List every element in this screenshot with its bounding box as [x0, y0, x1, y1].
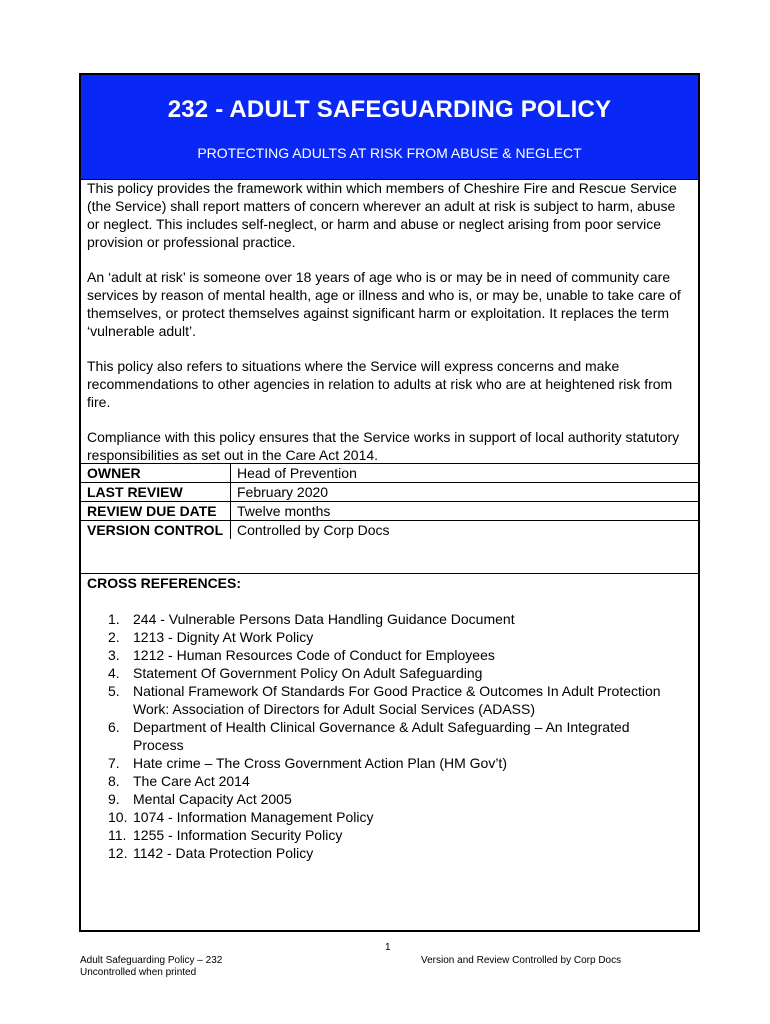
intro-paragraph: Compliance with this policy ensures that the Service works in support of local authority statutory responsibilities as set out in the Care Act 2014.: [87, 429, 680, 463]
table-row: [81, 483, 698, 502]
footer-document-name: Adult Safeguarding Policy – 232: [80, 955, 223, 966]
list-item: [81, 610, 698, 628]
cross-references-heading: CROSS REFERENCES:: [87, 575, 242, 591]
list-item-number: 12.: [108, 845, 128, 861]
page-subtitle: PROTECTING ADULTS AT RISK FROM ABUSE & NEGLECT: [197, 145, 582, 161]
version-control-label: VERSION CONTROL: [81, 521, 231, 540]
list-item-number: 9.: [108, 791, 120, 807]
page-title: 232 - ADULT SAFEGUARDING POLICY: [167, 96, 612, 123]
review-due-date-label: REVIEW DUE DATE: [81, 502, 231, 521]
table-row: [81, 521, 698, 540]
list-item-number: 5.: [108, 683, 120, 699]
intro-paragraph: This policy also refers to situations where the Service will express concerns and make recommendations to other agencies in relation to adults at risk who are at heightened risk from fire.: [87, 358, 673, 410]
list-item: [81, 682, 698, 718]
list-item: [81, 844, 698, 862]
list-item-text: 1212 - Human Resources Code of Conduct for Employees: [133, 647, 495, 663]
list-item-text: 1255 - Information Security Policy: [133, 827, 343, 843]
list-item: [81, 808, 698, 826]
list-item-number: 6.: [108, 719, 120, 735]
policy-intro: [87, 179, 691, 464]
footer-print-notice: Uncontrolled when printed: [80, 967, 197, 978]
list-item: [81, 826, 698, 844]
list-item: [81, 772, 698, 790]
list-item-text: Department of Health Clinical Governance & Adult Safeguarding – An Integrated Process: [133, 719, 630, 753]
list-item-number: 8.: [108, 773, 120, 789]
list-item-text: Hate crime – The Cross Government Action Plan (HM Gov’t): [133, 755, 507, 771]
policy-document: [79, 73, 700, 932]
list-item-number: 2.: [108, 629, 120, 645]
list-item-text: Statement Of Government Policy On Adult Safeguarding: [133, 665, 483, 681]
table-row: [81, 502, 698, 521]
list-item-text: The Care Act 2014: [133, 773, 250, 789]
list-item-text: 1074 - Information Management Policy: [133, 809, 374, 825]
footer-left: [80, 955, 222, 979]
list-item: [81, 790, 698, 808]
list-item-number: 4.: [108, 665, 120, 681]
policy-metadata-table: [81, 463, 698, 539]
footer-version-note: Version and Review Controlled by Corp Docs: [421, 955, 622, 966]
list-item-number: 10.: [108, 809, 128, 825]
list-item-number: 11.: [108, 827, 127, 843]
table-row: [81, 464, 698, 483]
list-item: [81, 754, 698, 772]
last-review-label: LAST REVIEW: [81, 483, 231, 502]
owner-value: Head of Prevention: [231, 464, 699, 483]
list-item-text: 244 - Vulnerable Persons Data Handling Guidance Document: [133, 611, 515, 627]
owner-label: OWNER: [81, 464, 231, 483]
version-control-value: Controlled by Corp Docs: [231, 521, 699, 540]
title-banner: [81, 75, 698, 180]
intro-paragraph: This policy provides the framework within which members of Cheshire Fire and Rescue Service (the Service) shall report matters of concern wherever an adult at risk is subject to harm, abuse or neglect. This includes self-neglect, or harm and abuse or neglect arising from poor service provision or professional practice.: [87, 180, 677, 250]
list-item: [81, 718, 698, 754]
review-due-date-value: Twelve months: [231, 502, 699, 521]
list-item: [81, 646, 698, 664]
list-item-text: 1213 - Dignity At Work Policy: [133, 629, 314, 645]
page-number: 1: [385, 942, 391, 953]
list-item-text: 1142 - Data Protection Policy: [133, 845, 314, 861]
list-item-number: 7.: [108, 755, 120, 771]
list-item-number: 3.: [108, 647, 120, 663]
cross-references-section: [81, 573, 698, 862]
list-item: [81, 664, 698, 682]
list-item-text: Mental Capacity Act 2005: [133, 791, 292, 807]
intro-paragraph: An ‘adult at risk’ is someone over 18 years of age who is or may be in need of community care services by reason of mental health, age or illness and who is, or may be, unable to take care of themselves, or protect themselves against significant harm or exploitation. It replaces the term ‘vulnerable adult’.: [87, 269, 681, 339]
list-item: [81, 628, 698, 646]
list-item-number: 1.: [108, 611, 120, 627]
cross-references-list: [81, 610, 698, 862]
list-item-text: National Framework Of Standards For Good Practice & Outcomes In Adult Protection Work: Association of Directors for Adult Social Services (ADASS): [133, 683, 661, 717]
last-review-value: February 2020: [231, 483, 699, 502]
